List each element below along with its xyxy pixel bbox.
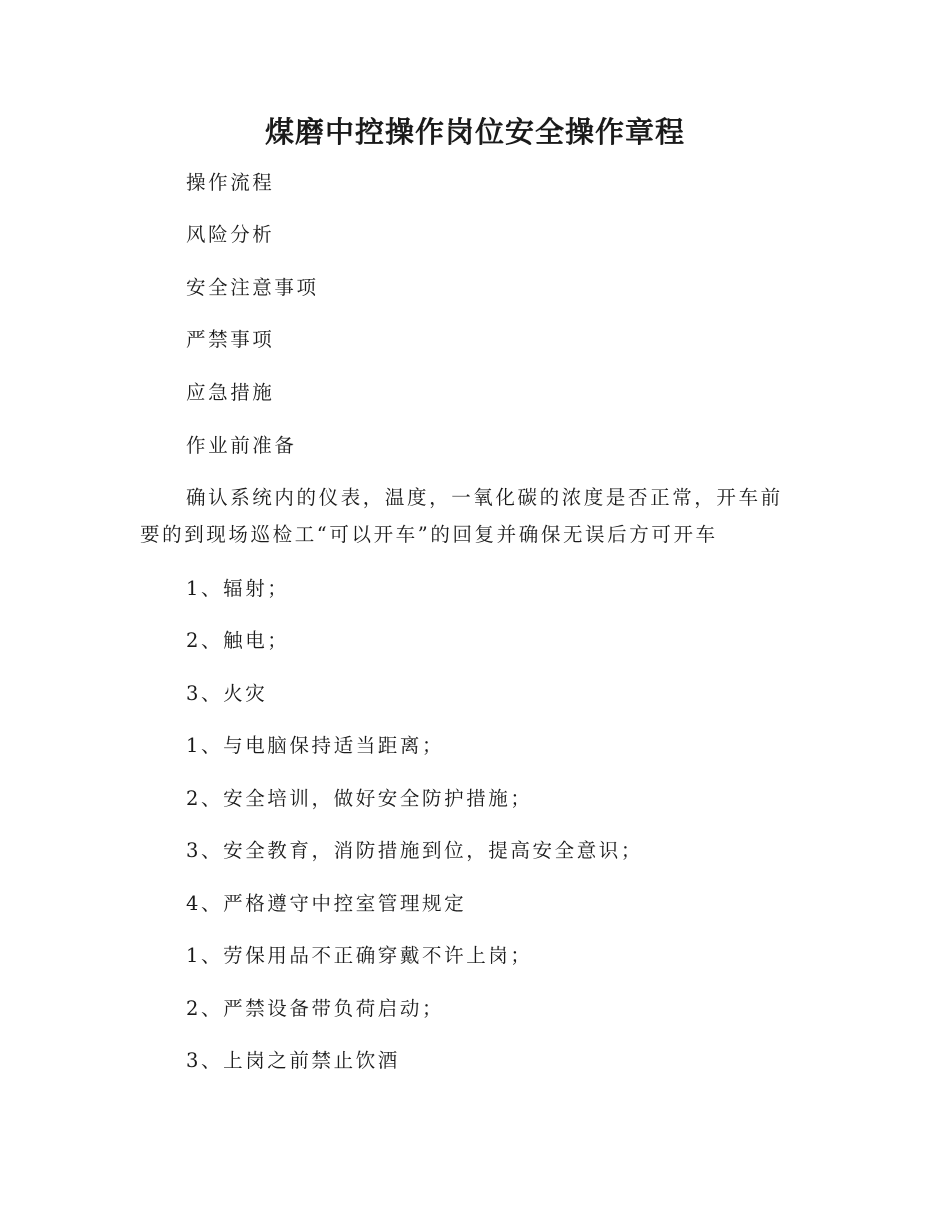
risk-item: 3、火灾 — [186, 682, 268, 705]
prohibition-item: 1、劳保用品不正确穿戴不许上岗； — [186, 944, 533, 967]
precaution-item: 4、严格遵守中控室管理规定 — [186, 892, 467, 915]
precaution-item: 1、与电脑保持适当距离； — [186, 734, 445, 757]
heading-prohibitions: 严禁事项 — [186, 328, 275, 351]
precaution-item: 3、安全教育，消防措施到位，提高安全意识； — [186, 839, 644, 862]
document-title: 煤磨中控操作岗位安全操作章程 — [264, 115, 685, 149]
heading-pre-work-preparation: 作业前准备 — [186, 434, 297, 457]
risk-item: 2、触电； — [186, 629, 290, 652]
heading-operation-flow: 操作流程 — [186, 171, 275, 194]
precaution-item: 2、安全培训，做好安全防护措施； — [186, 787, 533, 810]
preparation-paragraph: 确认系统内的仪表，温度，一氧化碳的浓度是否正常，开车前要的到现场巡检工“可以开车”的回复并确保无误后方可开车 — [140, 486, 783, 546]
prohibition-item: 2、严禁设备带负荷启动； — [186, 997, 445, 1020]
heading-risk-analysis: 风险分析 — [186, 223, 275, 246]
risk-item: 1、辐射； — [186, 577, 290, 600]
heading-emergency-measures: 应急措施 — [186, 381, 275, 404]
heading-safety-notes: 安全注意事项 — [186, 276, 319, 299]
prohibition-item: 3、上岗之前禁止饮酒 — [186, 1049, 400, 1072]
